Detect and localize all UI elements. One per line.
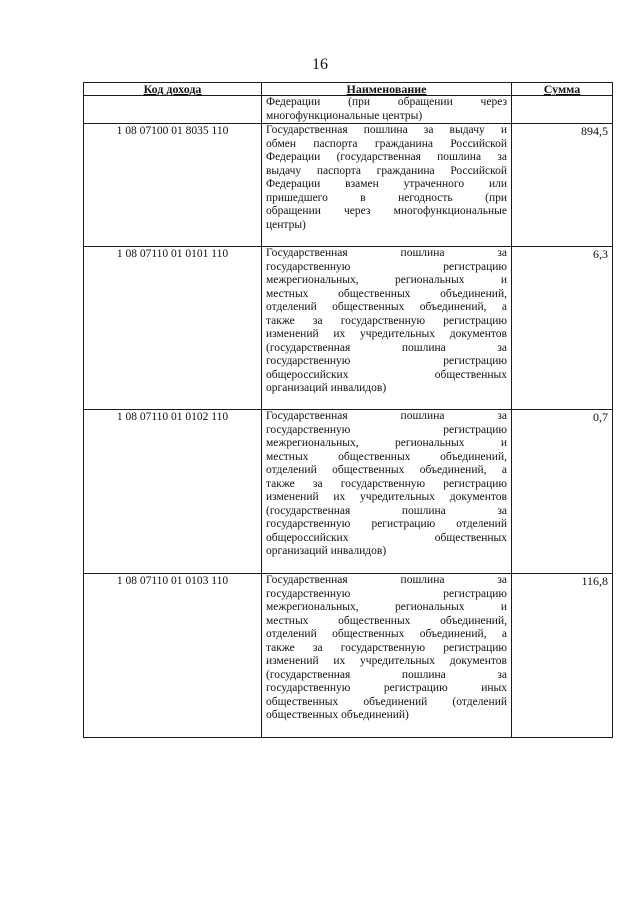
income-name-line: отделений общественных объединений, а — [266, 464, 507, 476]
income-name-line: многофункциональные центры) — [266, 109, 423, 122]
income-code-cell — [84, 96, 262, 124]
table-row — [84, 574, 613, 738]
income-name-line: Государственная пошлина за — [266, 410, 507, 422]
income-name-line: местных общественных объединений, — [266, 614, 507, 627]
income-name-line: общероссийских общественных — [266, 368, 507, 381]
income-name-line: межрегиональных, региональных и — [266, 437, 507, 449]
income-name-line: обмен паспорта гражданина Российской — [266, 137, 507, 150]
income-sum-cell: 116,8 — [512, 574, 613, 738]
table-body — [84, 96, 613, 738]
income-name-line: местных общественных объединений, — [266, 287, 507, 300]
income-code-cell: 1 08 07100 01 8035 110 — [84, 124, 262, 247]
income-name-line: государственную регистрацию — [266, 355, 507, 367]
income-name-line: Государственная пошлина за — [266, 574, 507, 586]
income-name-line: изменений их учредительных документов — [266, 328, 507, 340]
income-name-line: также за государственную регистрацию — [266, 314, 507, 327]
income-name-line: Государственная пошлина за — [266, 247, 507, 259]
income-name-line: также за государственную регистрацию — [266, 641, 507, 654]
income-sum-cell: 894,5 — [512, 124, 613, 247]
income-name-line: (государственная пошлина за — [266, 668, 507, 681]
income-name-line: центры) — [266, 218, 306, 231]
income-name-cell — [262, 124, 512, 247]
income-name-cell — [262, 410, 512, 574]
table-row — [84, 96, 613, 124]
income-sum-cell: 6,3 — [512, 247, 613, 410]
table-header-row — [84, 83, 613, 96]
income-code-cell: 1 08 07110 01 0102 110 — [84, 410, 262, 574]
income-name-line: (государственная пошлина за — [266, 341, 507, 354]
income-name-cell — [262, 574, 512, 738]
income-code-cell: 1 08 07110 01 0101 110 — [84, 247, 262, 410]
income-name-line: изменений их учредительных документов — [266, 655, 507, 667]
income-name-cell — [262, 96, 512, 124]
income-name-line: также за государственную регистрацию — [266, 477, 507, 490]
income-name-line: общественных объединений (отделений — [266, 695, 507, 708]
income-name-line: Федерации (при обращении через — [266, 96, 507, 108]
income-name-line: общественных объединений) — [266, 709, 409, 721]
income-name-line: государственную регистрацию — [266, 587, 507, 600]
income-name-line: общероссийских общественных — [266, 531, 507, 544]
income-name-line: пришедшего в негодность (при — [266, 191, 507, 204]
income-name-line: отделений общественных объединений, а — [266, 628, 507, 640]
income-name-line: отделений общественных объединений, а — [266, 301, 507, 313]
income-name-line: организаций инвалидов) — [266, 382, 387, 394]
income-name-line: организаций инвалидов) — [266, 545, 387, 557]
income-name-line: Федерации (государственная пошлина за — [266, 151, 507, 163]
income-name-line: межрегиональных, региональных и — [266, 274, 507, 286]
income-name-line: Федерации взамен утраченного или — [266, 178, 507, 190]
income-name-line: государственную регистрацию иных — [266, 682, 507, 694]
income-name-line: государственную регистрацию — [266, 423, 507, 436]
header-code: Код дохода — [84, 83, 262, 96]
header-name: Наименование — [262, 83, 512, 96]
income-name-line: государственную регистрацию отделений — [266, 518, 507, 530]
income-name-line: местных общественных объединений, — [266, 450, 507, 463]
income-code-cell: 1 08 07110 01 0103 110 — [84, 574, 262, 738]
revenue-table — [83, 82, 613, 738]
income-name-cell — [262, 247, 512, 410]
income-name-line: (государственная пошлина за — [266, 504, 507, 517]
header-sum: Сумма — [512, 83, 613, 96]
table-row — [84, 124, 613, 247]
income-name-line: межрегиональных, региональных и — [266, 601, 507, 613]
income-name-line: государственную регистрацию — [266, 260, 507, 273]
income-name-line: обращении через многофункциональные — [266, 205, 507, 217]
income-sum-cell — [512, 96, 613, 124]
income-name-line: Государственная пошлина за выдачу и — [266, 124, 507, 136]
table-row — [84, 410, 613, 574]
income-name-line: изменений их учредительных документов — [266, 491, 507, 503]
income-sum-cell: 0,7 — [512, 410, 613, 574]
table-row — [84, 247, 613, 410]
income-name-line: выдачу паспорта гражданина Российской — [266, 164, 507, 177]
page-number: 16 — [312, 56, 328, 73]
